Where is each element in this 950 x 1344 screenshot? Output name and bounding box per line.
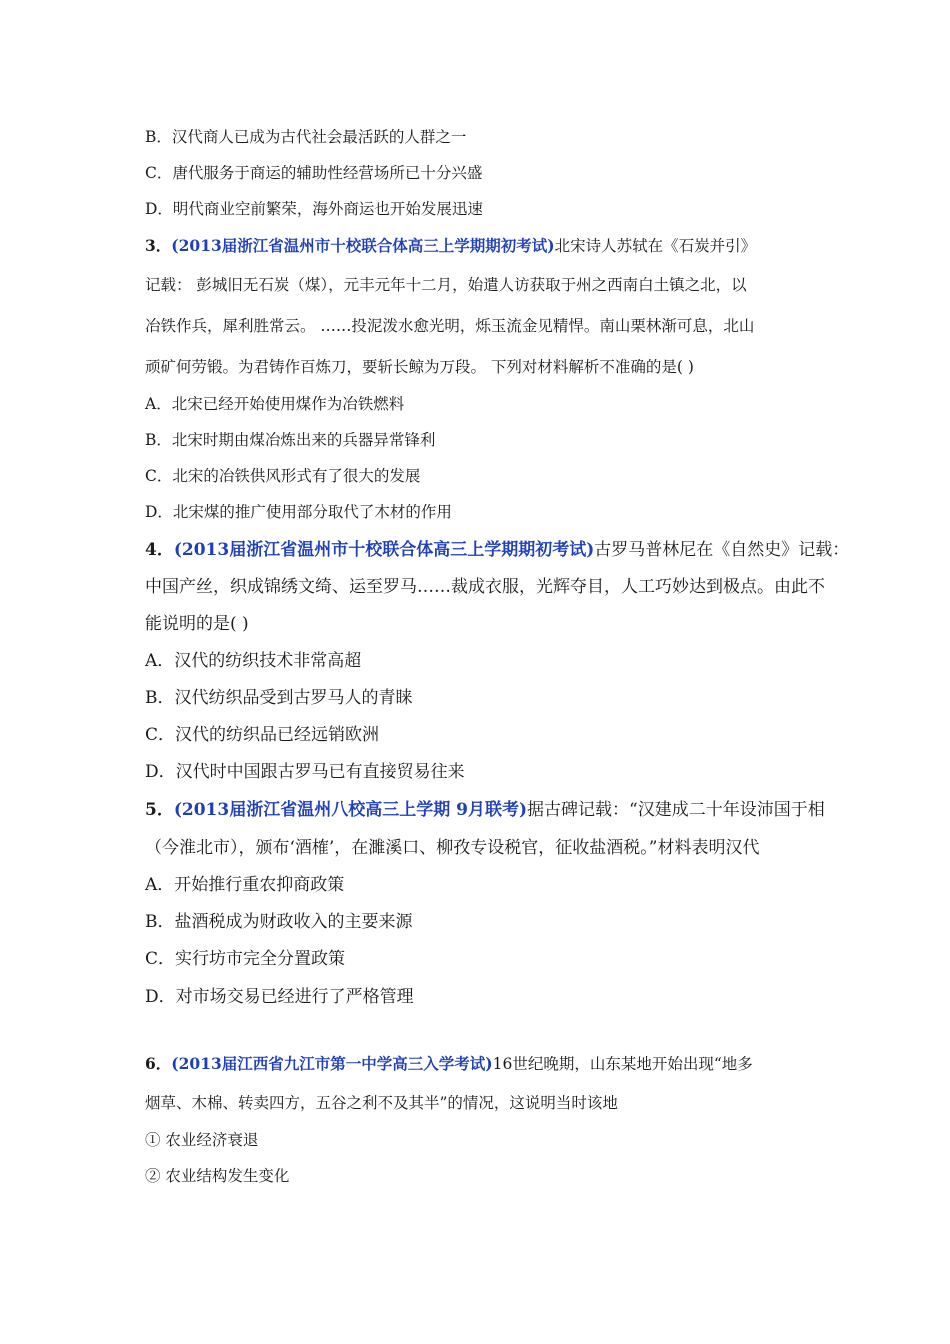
option-c: C．汉代的纺织品已经远销欧洲: [145, 725, 380, 745]
option-c: C．实行坊市完全分置政策: [145, 949, 346, 969]
option-c: C．唐代服务于商运的辅助性经营场所已十分兴盛: [145, 164, 483, 182]
question-stem-line: 记载： 彭城旧无石炭（煤），元丰元年十二月，始遣人访获取于州之西南白土镇之北，以: [145, 276, 747, 294]
option-d: D．对市场交易已经进行了严格管理: [145, 987, 414, 1007]
question-source: (2013届江西省九江市第一中学高三入学考试): [171, 1054, 493, 1073]
option-b: B．北宋时期由煤冶炼出来的兵器异常锋利: [145, 431, 436, 449]
question-stem: 16世纪晚期，山东某地开始出现“地多: [492, 1055, 753, 1073]
question-stem: 据古碑记载：“汉建成二十年设沛国于相: [527, 800, 825, 820]
question-source: (2013届浙江省温州市十校联合体高三上学期期初考试): [171, 236, 555, 255]
question-stem-line: 冶铁作兵，犀利胜常云。 ……投泥泼水愈光明，烁玉流金见精悍。南山栗林渐可息，北山: [145, 317, 755, 335]
list-item: ② 农业结构发生变化: [145, 1167, 290, 1185]
question-number: 4．: [145, 540, 174, 560]
list-item: ① 农业经济衰退: [145, 1131, 259, 1149]
question-5-first-line: [145, 800, 825, 820]
question-stem-line: 顽矿何劳锻。为君铸作百炼刀，要斩长鲸为万段。 下列对材料解析不准确的是( ): [145, 358, 694, 376]
question-number: 5．: [145, 800, 174, 820]
question-4-first-line: [145, 540, 850, 560]
question-stem-line: 能说明的是( ): [145, 614, 249, 634]
option-d: D．明代商业空前繁荣，海外商运也开始发展迅速: [145, 200, 483, 218]
question-stem-line: 中国产丝，织成锦绣文绮、运至罗马……裁成衣服，光辉夺目，人工巧妙达到极点。由此不: [145, 577, 825, 597]
question-stem: 北宋诗人苏轼在《石炭并引》: [554, 237, 757, 255]
question-source: (2013届浙江省温州市十校联合体高三上学期期初考试): [173, 540, 595, 560]
option-d: D．汉代时中国跟古罗马已有直接贸易往来: [145, 762, 465, 782]
question-stem-line: 烟草、木棉、转卖四方，五谷之利不及其半”的情况，这说明当时该地: [145, 1094, 618, 1112]
question-number: 6．: [145, 1054, 172, 1073]
question-number: 3．: [145, 236, 172, 255]
option-a: A．北宋已经开始使用煤作为冶铁燃料: [145, 395, 405, 413]
option-b: B．盐酒税成为财政收入的主要来源: [145, 912, 413, 932]
question-stem-line: （今淮北市），颁布‘酒榷’，在濉溪口、柳孜专设税官，征收盐酒税。”材料表明汉代: [145, 838, 760, 858]
question-source: (2013届浙江省温州八校高三上学期 9月联考): [173, 800, 527, 820]
option-a: A．汉代的纺织技术非常高超: [145, 651, 362, 671]
option-b: B．汉代商人已成为古代社会最活跃的人群之一: [145, 128, 467, 146]
question-6-first-line: [145, 1054, 820, 1074]
option-a: A．开始推行重农抑商政策: [145, 875, 345, 895]
question-stem: 古罗马普林尼在《自然史》记载：: [594, 540, 850, 560]
option-d: D．北宋煤的推广使用部分取代了木材的作用: [145, 503, 452, 521]
question-3-first-line: [145, 236, 820, 256]
option-c: C．北宋的冶铁供风形式有了很大的发展: [145, 467, 421, 485]
option-b: B．汉代纺织品受到古罗马人的青睐: [145, 688, 413, 708]
